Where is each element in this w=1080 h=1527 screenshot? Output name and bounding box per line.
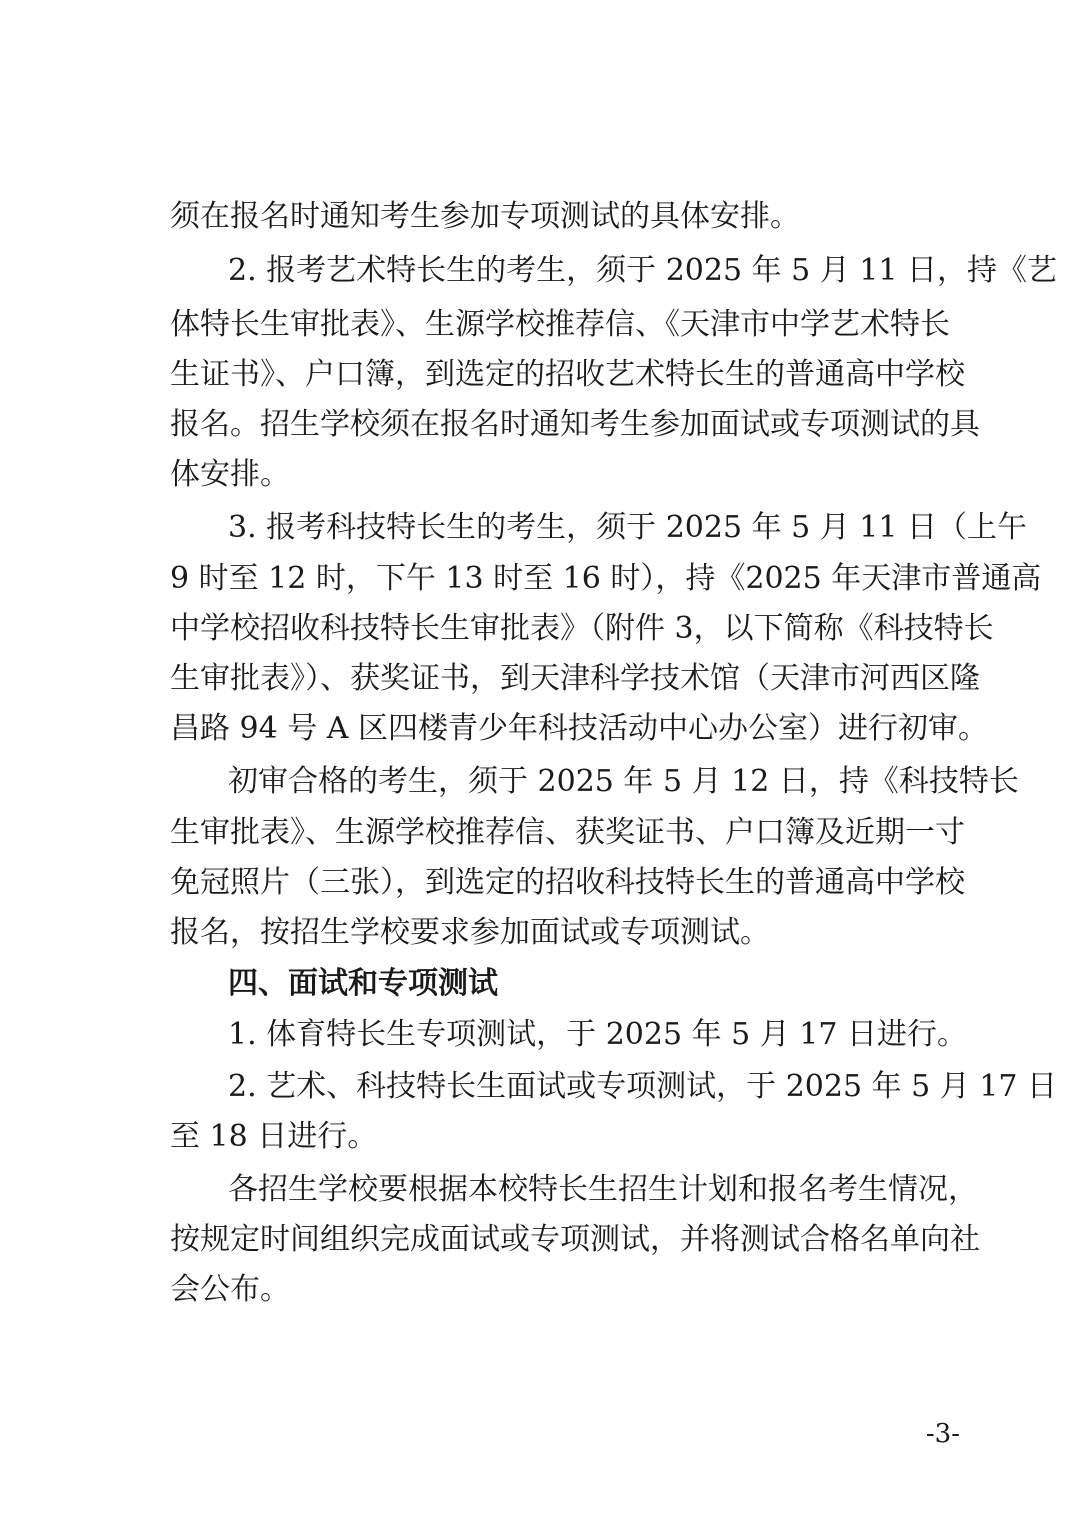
section-heading: 四、面试和专项测试 xyxy=(228,966,498,1001)
item-1-line-1: 1. 体育特长生专项测试，于 2025 年 5 月 17 日进行。 xyxy=(228,1017,967,1052)
page-number: -3- xyxy=(925,1419,960,1449)
paragraph-4-line-3: 免冠照片（三张），到选定的招收科技特长生的普通高中学校 xyxy=(170,865,965,900)
paragraph-5-line-1: 各招生学校要根据本校特长生招生计划和报名考生情况， xyxy=(228,1172,978,1207)
paragraph-2-line-5: 体安排。 xyxy=(170,457,290,492)
paragraph-2-line-1: 2. 报考艺术特长生的考生，须于 2025 年 5 月 11 日，持《艺 xyxy=(228,253,1057,288)
item-2-line-1: 2. 艺术、科技特长生面试或专项测试，于 2025 年 5 月 17 日 xyxy=(228,1069,1057,1104)
paragraph-3-line-4: 生审批表》）、获奖证书，到天津科学技术馆（天津市河西区隆 xyxy=(170,661,980,696)
paragraph-2-line-3: 生证书》、户口簿，到选定的招收艺术特长生的普通高中学校 xyxy=(170,357,965,392)
paragraph-2-line-2: 体特长生审批表》、生源学校推荐信、《天津市中学艺术特长 xyxy=(170,307,950,342)
paragraph-4-line-1: 初审合格的考生，须于 2025 年 5 月 12 日，持《科技特长 xyxy=(228,764,1019,799)
paragraph-3-line-2: 9 时至 12 时，下午 13 时至 16 时），持《2025 年天津市普通高 xyxy=(170,561,1042,596)
paragraph-5-line-3: 会公布。 xyxy=(170,1272,290,1307)
paragraph-2-line-4: 报名。招生学校须在报名时通知考生参加面试或专项测试的具 xyxy=(170,407,980,442)
paragraph-4-line-2: 生审批表》、生源学校推荐信、获奖证书、户口簿及近期一寸 xyxy=(170,815,965,850)
paragraph-1-line-1: 须在报名时通知考生参加专项测试的具体安排。 xyxy=(170,199,800,234)
paragraph-5-line-2: 按规定时间组织完成面试或专项测试，并将测试合格名单向社 xyxy=(170,1222,980,1257)
paragraph-3-line-1: 3. 报考科技特长生的考生，须于 2025 年 5 月 11 日（上午 xyxy=(228,510,1027,545)
paragraph-3-line-3: 中学校招收科技特长生审批表》（附件 3，以下简称《科技特长 xyxy=(170,611,994,646)
item-2-line-2: 至 18 日进行。 xyxy=(170,1119,378,1154)
paragraph-3-line-5: 昌路 94 号 A 区四楼青少年科技活动中心办公室）进行初审。 xyxy=(170,711,988,746)
paragraph-4-line-4: 报名，按招生学校要求参加面试或专项测试。 xyxy=(170,915,770,950)
